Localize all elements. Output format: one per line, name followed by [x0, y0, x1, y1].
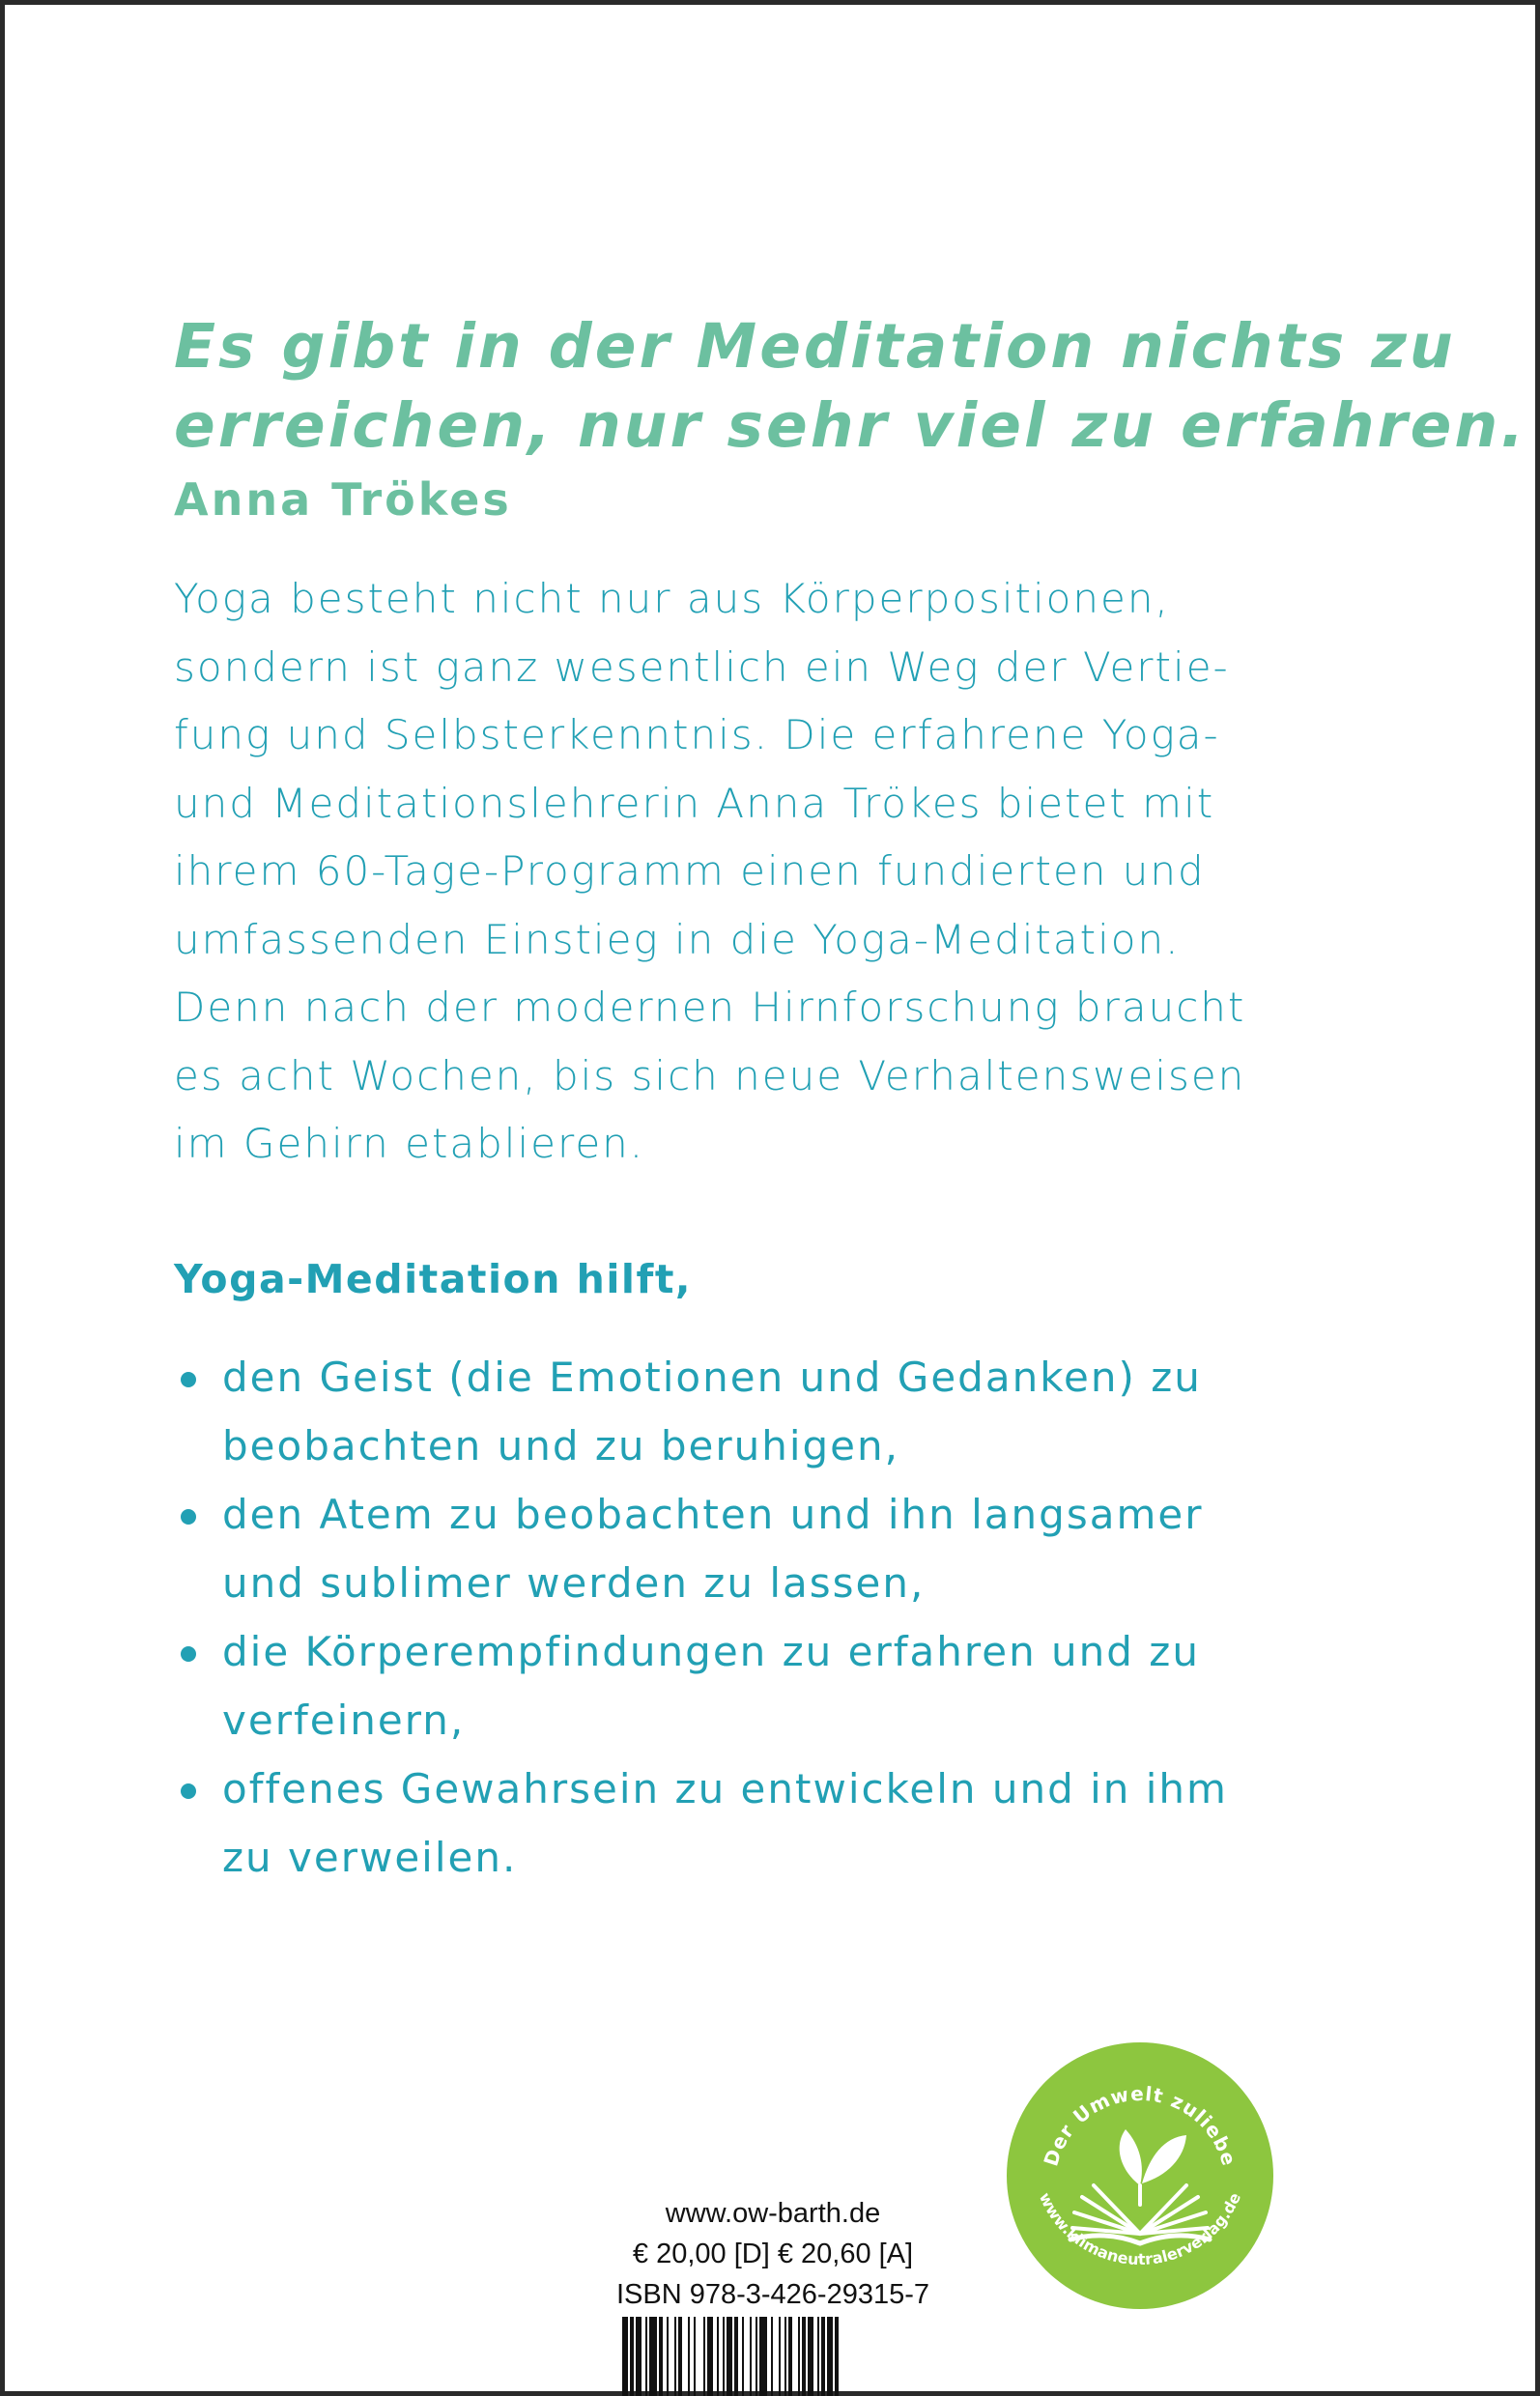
barcode-bar	[717, 2317, 719, 2396]
seal-bottom-text: www.klimaneutralerverlag.de	[1035, 2189, 1245, 2269]
barcode-bar	[659, 2317, 663, 2396]
list-item-text: den Atem zu beobachten und ihn langsamer	[222, 1491, 1204, 1538]
barcode-bar	[694, 2317, 696, 2396]
description-line: fung und Selbsterkenntnis. Die erfahrene Yoga-	[174, 711, 1220, 758]
description-line: Yoga besteht nicht nur aus Körperpositionen,	[174, 575, 1170, 622]
list-item-text: und sublimer werden zu lassen,	[222, 1559, 926, 1607]
imprint	[599, 2193, 947, 2315]
quote-author: Anna Trökes	[174, 473, 512, 526]
quote-line: erreichen, nur sehr viel zu erfahren.	[174, 390, 1527, 461]
isbn: ISBN 978-3-426-29315-7	[615, 2279, 930, 2310]
list-item-text: beobachten und zu beruhigen,	[222, 1422, 899, 1469]
barcode-bar	[802, 2317, 806, 2396]
description-line: und Meditationslehrerin Anna Trökes bietet mit	[174, 779, 1215, 827]
barcode-bar	[649, 2317, 657, 2396]
description-line: es acht Wochen, bis sich neue Verhaltensweisen	[174, 1051, 1246, 1099]
quote-line: Es gibt in der Meditation nichts zu	[174, 311, 1456, 382]
barcode-bar	[707, 2317, 713, 2396]
publisher-website: www.ow-barth.de	[665, 2198, 881, 2229]
barcode-bar	[835, 2317, 839, 2396]
benefits-heading: Yoga-Meditation hilft,	[174, 1256, 692, 1302]
list-item-text: offenes Gewahrsein zu entwickeln und in ihm	[222, 1765, 1228, 1812]
barcode-bar	[759, 2317, 767, 2396]
list-item	[174, 1343, 1411, 1480]
list-item-text: zu verweilen.	[222, 1834, 518, 1881]
list-item	[174, 1480, 1411, 1617]
quote	[174, 307, 1527, 466]
list-item	[174, 1617, 1411, 1754]
barcode-bar	[688, 2317, 690, 2396]
barcode-bar	[827, 2317, 833, 2396]
barcode-bar	[667, 2317, 669, 2396]
description-line: sondern ist ganz wesentlich ein Weg der Vertie-	[174, 642, 1230, 691]
description	[174, 565, 1411, 1179]
barcode-bar	[622, 2317, 628, 2396]
benefits-list	[174, 1343, 1411, 1892]
barcode	[618, 2317, 927, 2396]
barcode-bar	[742, 2317, 744, 2396]
barcode-bar	[678, 2317, 682, 2396]
barcode-bar	[723, 2317, 725, 2396]
barcode-bar	[779, 2317, 781, 2396]
price: € 20,00 [D] € 20,60 [A]	[632, 2239, 914, 2269]
description-line: im Gehirn etablieren.	[174, 1120, 645, 1167]
barcode-bar	[750, 2317, 752, 2396]
climate-neutral-seal	[1005, 2040, 1275, 2311]
list-item-text: den Geist (die Emotionen und Gedanken) zu	[222, 1354, 1202, 1401]
bullet-icon	[181, 1372, 196, 1387]
barcode-bar	[808, 2317, 813, 2396]
list-item-text: verfeinern,	[222, 1697, 466, 1744]
bullet-icon	[181, 1783, 196, 1799]
seal-top-text: Der Umwelt zuliebe	[1039, 2081, 1241, 2169]
bullet-icon	[181, 1509, 196, 1525]
list-item-text: die Körperempfindungen zu erfahren und zu	[222, 1628, 1200, 1675]
barcode-bar	[734, 2317, 738, 2396]
barcode-bar	[645, 2317, 647, 2396]
barcode-bar	[771, 2317, 773, 2396]
bullet-icon	[181, 1646, 196, 1662]
description-line: Denn nach der modernen Hirnforschung braucht	[174, 984, 1246, 1031]
barcode-bar	[798, 2317, 800, 2396]
barcode-bar	[727, 2317, 732, 2396]
list-item	[174, 1754, 1411, 1892]
barcode-bar	[630, 2317, 634, 2396]
description-line: ihrem 60-Tage-Programm einen fundierten und	[174, 847, 1206, 895]
barcode-bar	[756, 2317, 757, 2396]
description-line: umfassenden Einstieg in die Yoga-Meditation.	[174, 915, 1181, 963]
barcode-bar	[703, 2317, 705, 2396]
barcode-bar	[788, 2317, 792, 2396]
barcode-bar	[821, 2317, 825, 2396]
barcode-bar	[636, 2317, 642, 2396]
barcode-bar	[674, 2317, 676, 2396]
barcode-bar	[784, 2317, 786, 2396]
barcode-bar	[817, 2317, 819, 2396]
